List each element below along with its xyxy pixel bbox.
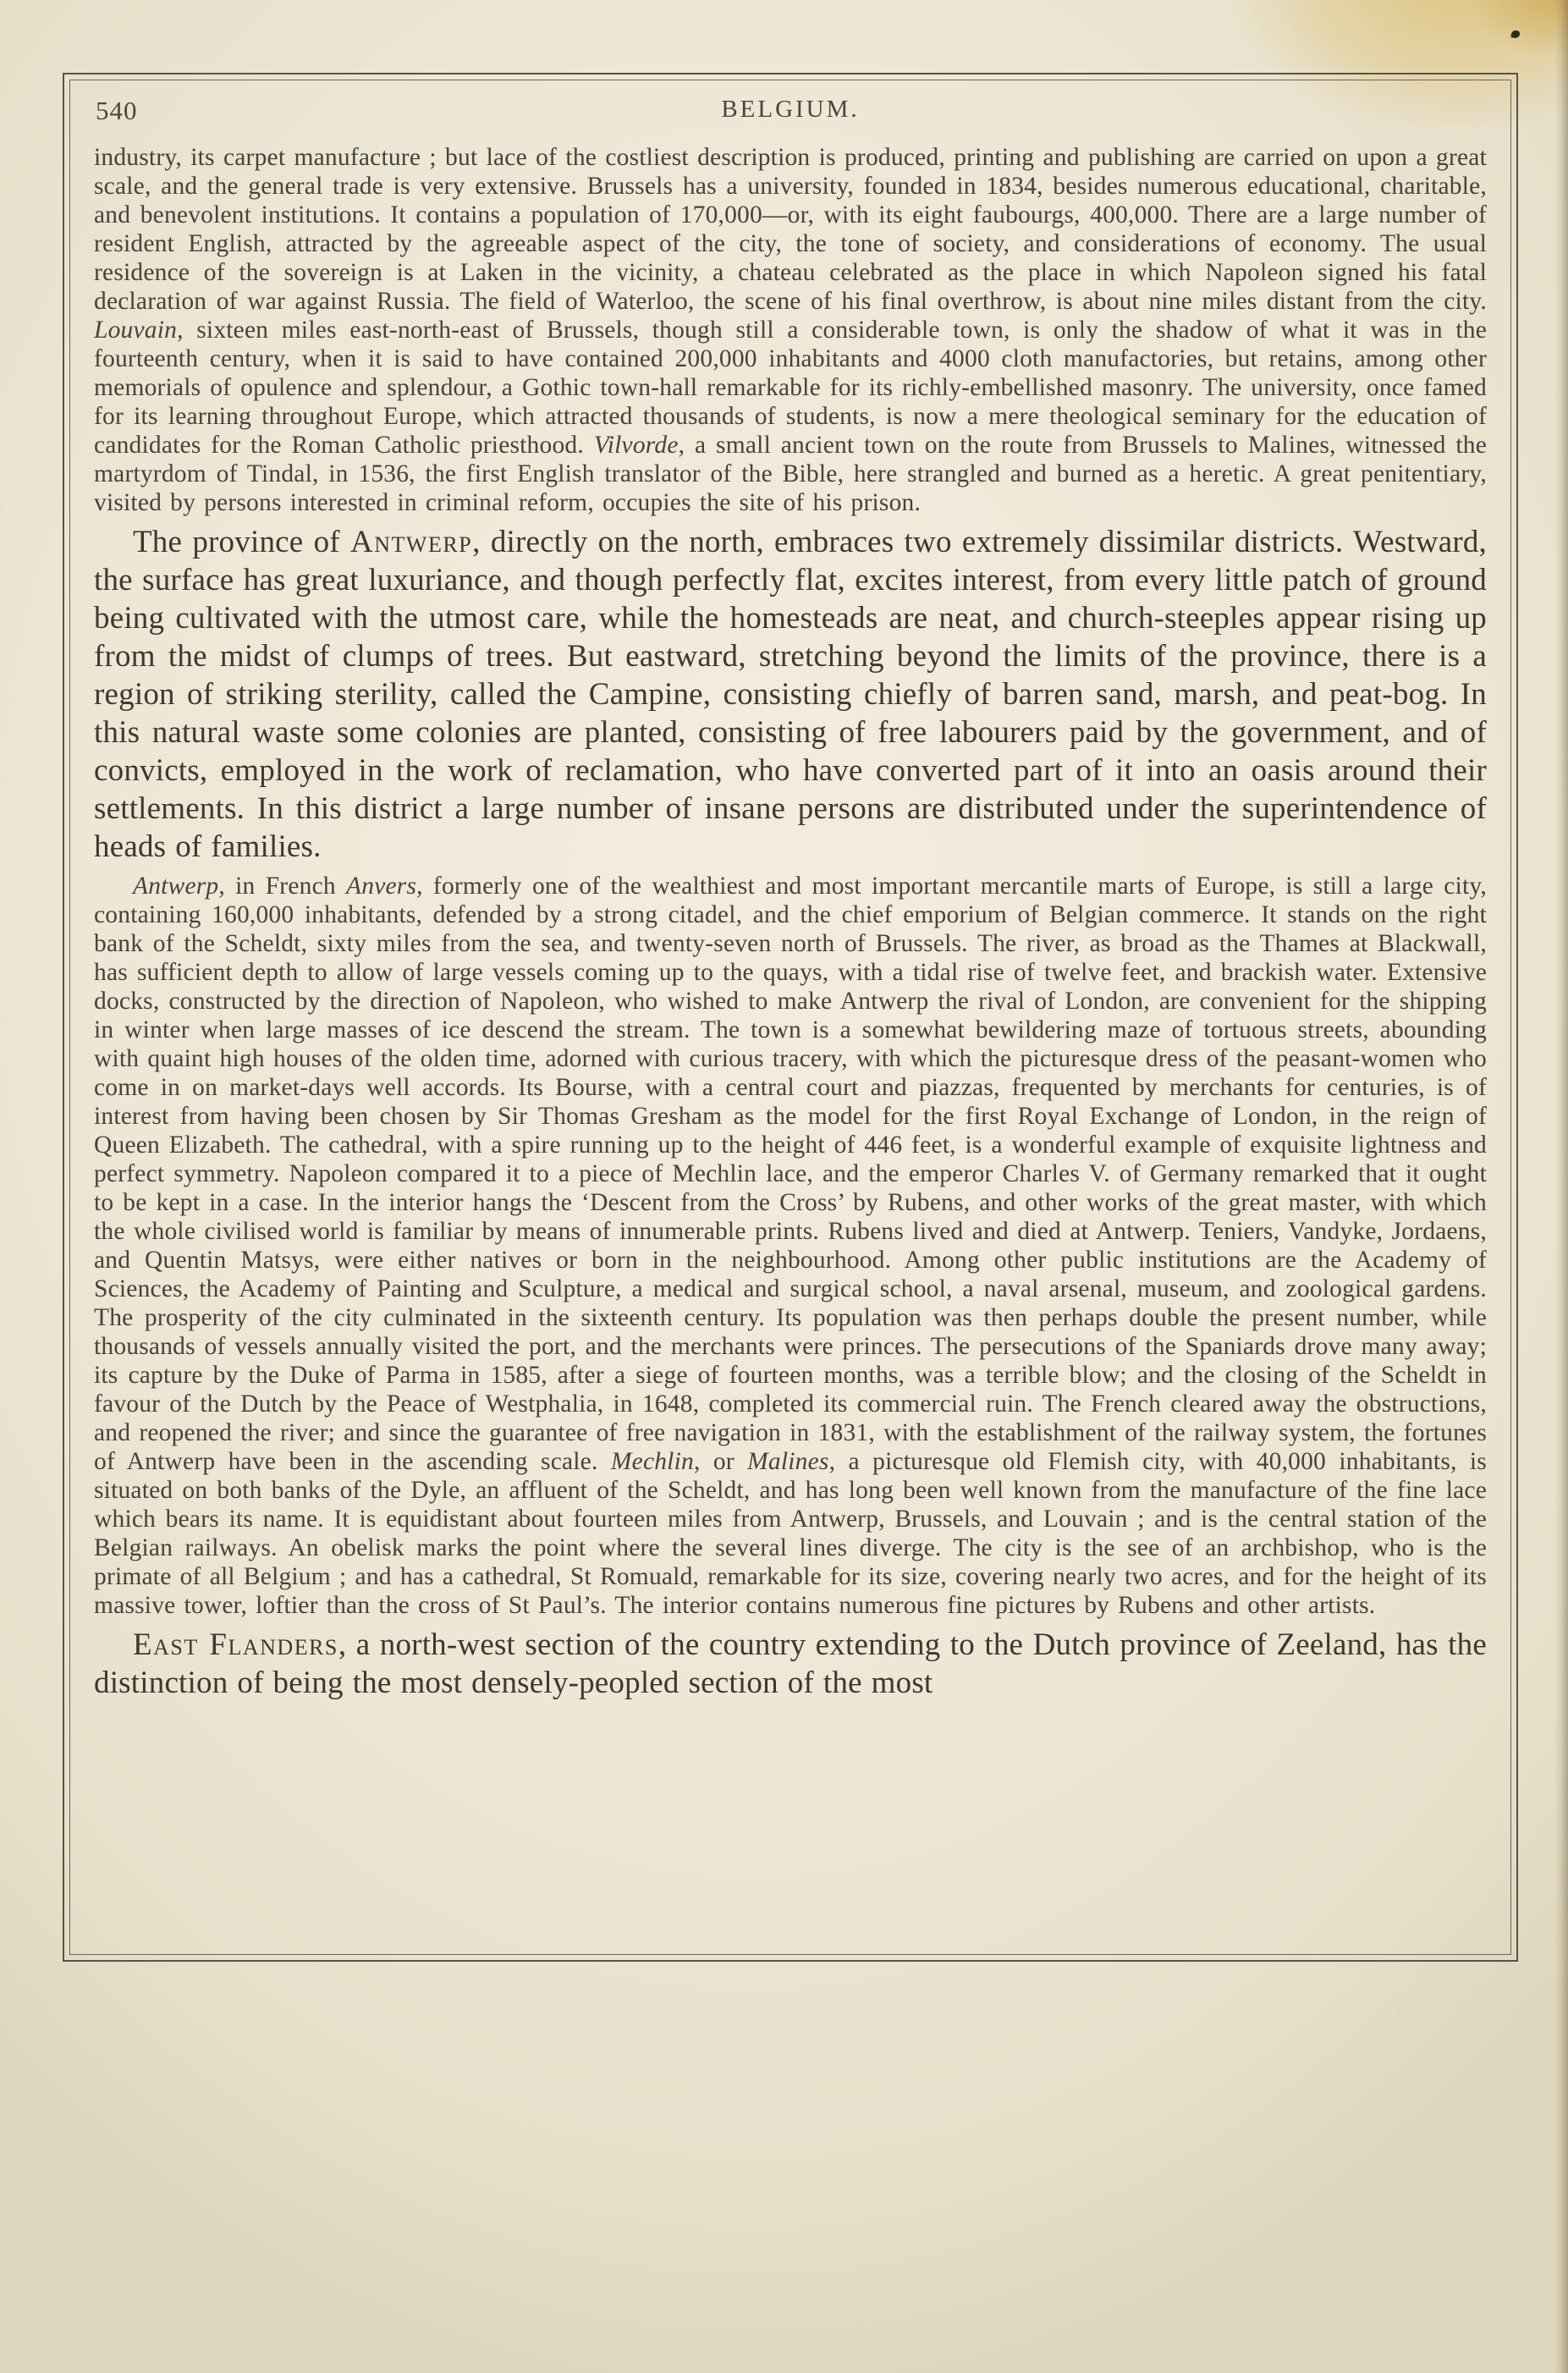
text-segment: , in French (218, 873, 347, 900)
text-segment: Malines (747, 1448, 829, 1475)
text-segment: Louvain (94, 317, 178, 344)
paragraph (94, 872, 1487, 1620)
paragraph (94, 143, 1487, 517)
running-title: BELGIUM. (721, 96, 860, 123)
text-segment: The province of (133, 525, 351, 559)
text-segment: , sixteen miles east-north-east of Brussels, though still a considerable town, is only the shadow of what it was in the fourteenth century, when it is said to have contained 200,000 inhabitants and 4000 cloth manufactories, but retains, among other memorials of opulence and splendour, a Gothic town-hall remarkable for its richly-embellished masonry. The university, once famed for its learning throughout Europe, which attracted thousands of students, is now a mere theological seminary for the education of candidates for the Roman Catholic priesthood. (94, 317, 1487, 459)
text-segment: Antwerp (350, 525, 473, 559)
text-segment: , or (693, 1448, 748, 1475)
text-segment: Vilvorde (593, 432, 679, 459)
paragraph (94, 1626, 1487, 1702)
text-segment: , a north-west section of the country extending to the Dutch province of Zeeland, has the distinction of being the most densely-peopled section of the most (94, 1627, 1487, 1700)
text-segment: East Flanders (133, 1627, 338, 1662)
ink-speck (1511, 30, 1520, 38)
text-segment: Anvers (346, 873, 417, 900)
text-segment: , directly on the north, embraces two extremely dissimilar districts. Westward, the surface has great luxuriance, and though perfectly flat, excites interest, from every little patch of ground being cultivated with the utmost care, while the homesteads are neat, and church-steeples appear rising up from the midst of clumps of trees. But eastward, stretching beyond the limits of the province, there is a region of striking sterility, called the Campine, consisting chiefly of barren sand, marsh, and peat-bog. In this natural waste some colonies are planted, consisting of free labourers paid by the government, and of convicts, employed in the work of reclamation, who have converted part of it into an oasis around their settlements. In this district a large number of insane persons are distributed under the superintendence of heads of families. (94, 525, 1487, 864)
paragraph (94, 523, 1487, 866)
text-segment: , a picturesque old Flemish city, with 40,000 inhabitants, is situated on both banks of the Dyle, an affluent of the Scheldt, and has long been well known from the manufacture of the fine lace which bears its name. It is equidistant about fourteen miles from Antwerp, Brussels, and Louvain ; and is the central station of the Belgian railways. An obelisk marks the point where the several lines diverge. The city is the see of an archbishop, who is the primate of all Belgium ; and has a cathedral, St Romuald, remarkable for its size, covering nearly two acres, and for the height of its massive tower, loftier than the cross of St Paul’s. The interior contains numerous fine pictures by Rubens and other artists. (94, 1448, 1487, 1619)
text-body (94, 143, 1487, 1702)
text-segment: Antwerp (133, 873, 219, 900)
page-number: 540 (96, 96, 138, 125)
page-frame-inner-rule (69, 80, 1511, 1955)
page-header (94, 92, 1487, 131)
text-segment: , formerly one of the wealthiest and most important mercantile marts of Europe, is still a large city, containing 160,000 inhabitants, defended by a strong citadel, and the chief emporium of Belgian commerce. It stands on the right bank of the Scheldt, sixty miles from the sea, and twenty-seven north of Brussels. The river, as broad as the Thames at Blackwall, has sufficient depth to allow of large vessels coming up to the quays, with a tidal rise of twelve feet, and brackish water. Extensive docks, constructed by the direction of Napoleon, who wished to make Antwerp the rival of London, are convenient for the shipping in winter when large masses of ice descend the stream. The town is a somewhat bewildering maze of tortuous streets, abounding with quaint high houses of the olden time, adorned with curious tracery, with which the picturesque dress of the peasant-women who come in on market-days well accords. Its Bourse, with a central court and piazzas, frequented by merchants for centuries, is of interest from having been chosen by Sir Thomas Gresham as the model for the first Royal Exchange of London, in the reign of Queen Elizabeth. The cathedral, with a spire running up to the height of 446 feet, is a wonderful example of exquisite lightness and perfect symmetry. Napoleon compared it to a piece of Mechlin lace, and the emperor Charles V. of Germany remarked that it ought to be kept in a case. In the interior hangs the ‘Descent from the Cross’ by Rubens, and other works of the great master, with which the whole civilised world is familiar by means of innumerable prints. Rubens lived and died at Antwerp. Teniers, Vandyke, Jordaens, and Quentin Matsys, were either natives or born in the neighbourhood. Among other public institutions are the Academy of Sciences, the Academy of Painting and Sculpture, a medical and surgical school, a naval arsenal, museum, and zoological gardens. The prosperity of the city culminated in the sixteenth century. Its population was then perhaps double the present number, while thousands of vessels annually visited the port, and the merchants were princes. The persecutions of the Spaniards drove many away; its capture by the Duke of Parma in 1585, after a siege of fourteen months, was a terrible blow; and the closing of the Scheldt in favour of the Dutch by the Peace of Westphalia, in 1648, completed its commercial ruin. The French cleared away the obstructions, and reopened the river; and since the guarantee of free navigation in 1831, with the establishment of the railway system, the fortunes of Antwerp have been in the ascending scale. (94, 873, 1488, 1475)
text-segment: Mechlin (610, 1448, 694, 1475)
page-frame (63, 73, 1518, 1962)
page-edge-shadow (1554, 0, 1568, 2373)
stain-mark-corner (1466, 0, 1568, 59)
text-segment: , a small ancient town on the route from Brussels to Malines, witnessed the martyrdom of Tindal, in 1536, the first English translator of the Bible, here strangled and burned as a heretic. A great penitentiary, visited by persons interested in criminal reform, occupies the site of his prison. (94, 432, 1487, 516)
text-segment: industry, its carpet manufacture ; but lace of the costliest description is produced, printing and publishing are carried on upon a great scale, and the general trade is very extensive. Brussels has a university, founded in 1834, besides numerous educational, charitable, and benevolent institutions. It contains a population of 170,000—or, with its eight faubourgs, 400,000. There are a large number of resident English, attracted by the agreeable aspect of the city, the tone of society, and considerations of economy. The usual residence of the sovereign is at Laken in the vicinity, a chateau celebrated as the place in which Napoleon signed his fatal declaration of war against Russia. The field of Waterloo, the scene of his final overthrow, is about nine miles distant from the city. (94, 144, 1487, 315)
